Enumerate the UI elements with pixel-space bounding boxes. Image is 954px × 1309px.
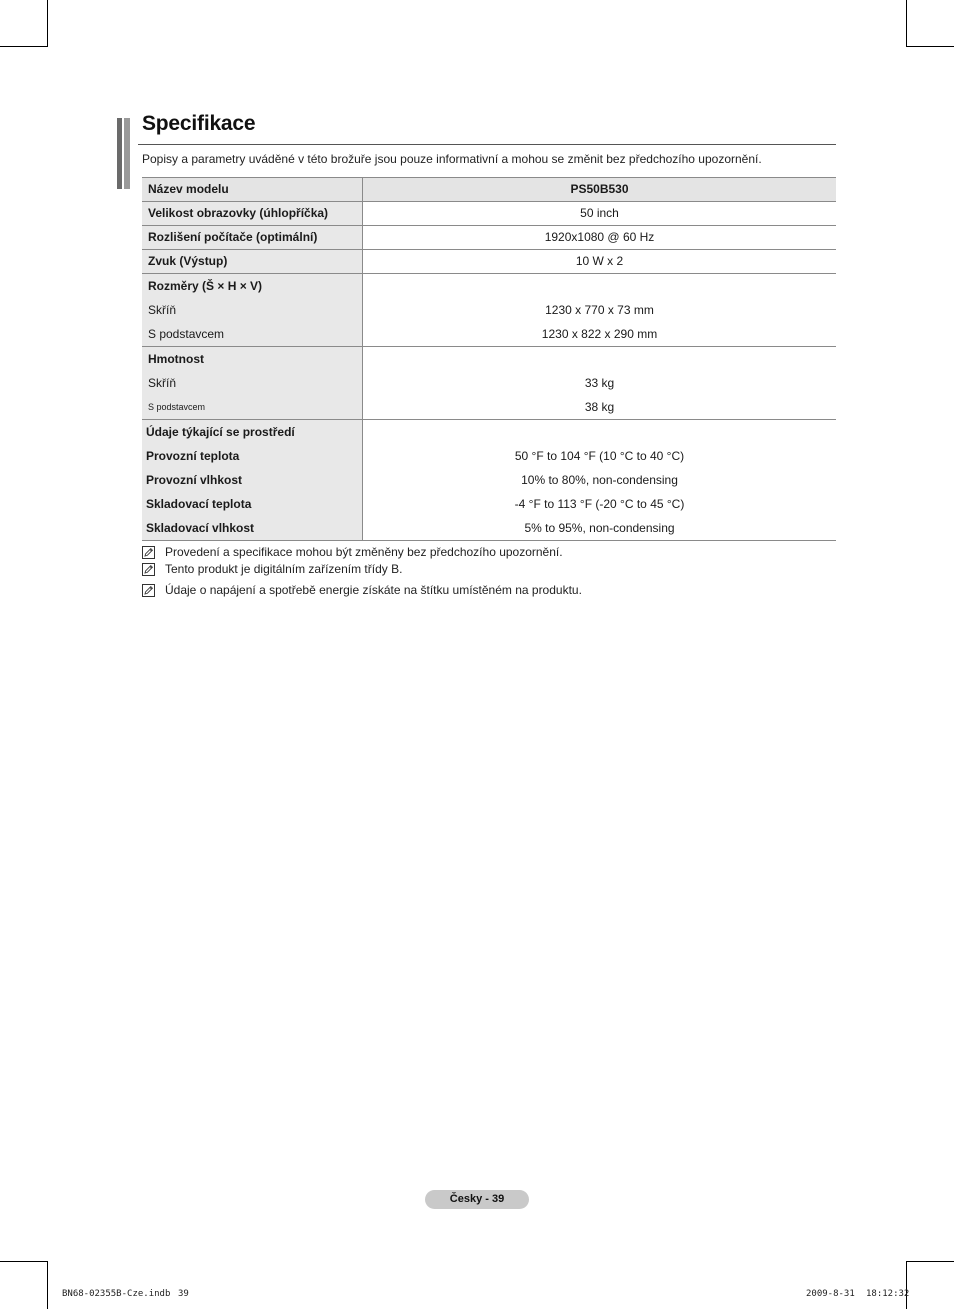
sub-label: Provozní vlhkost: [146, 473, 243, 487]
row-value: 50 inch: [580, 206, 619, 220]
sub-label: Skříň: [148, 376, 177, 390]
note-pencil-icon: [142, 563, 155, 576]
row-value: 10 W x 2: [575, 254, 624, 268]
print-date: 2009-8-31: [806, 1289, 855, 1299]
model-number: PS50B530: [570, 182, 629, 196]
note-text: Tento produkt je digitálním zařízením třídy B.: [165, 562, 403, 576]
crop-mark: [0, 1261, 48, 1262]
row-label: Rozlišení počítače (optimální): [148, 230, 318, 244]
row-label: Název modelu: [148, 182, 229, 196]
page-title: Specifikace: [142, 112, 256, 135]
intro-text: Popisy a parametry uváděné v této brožuře jsou pouze informativní a mohou se změnit bez předchozího upozornění.: [142, 152, 762, 166]
row-value: 50 °F to 104 °F (10 °C to 40 °C): [514, 449, 685, 463]
sub-label: Skladovací teplota: [146, 497, 252, 511]
sub-label: Skříň: [148, 303, 177, 317]
note-text: Údaje o napájení a spotřebě energie získáte na štítku umístěném na produktu.: [165, 583, 582, 597]
table-row-environment: [142, 420, 836, 541]
table-row-header: [142, 178, 836, 202]
crop-mark: [47, 0, 48, 47]
sub-label: Provozní teplota: [146, 449, 240, 463]
row-value: 1920x1080 @ 60 Hz: [544, 230, 655, 244]
print-time: 18:12:32: [866, 1289, 910, 1299]
table-row-dimensions: [142, 274, 836, 347]
crop-mark: [906, 46, 954, 47]
row-value: 5% to 95%, non-condensing: [524, 521, 675, 535]
page-number-badge: Česky - 39: [425, 1190, 529, 1209]
note-text: Provedení a specifikace mohou být změněny bez předchozího upozornění.: [165, 545, 563, 559]
crop-mark: [47, 1261, 48, 1309]
print-page-number: 39: [178, 1289, 189, 1299]
title-divider: [138, 144, 836, 145]
note-pencil-icon: [142, 584, 155, 597]
crop-mark: [906, 1261, 907, 1309]
spec-table: [142, 177, 836, 541]
row-value: 1230 x 770 x 73 mm: [545, 303, 654, 317]
row-value: -4 °F to 113 °F (-20 °C to 45 °C): [514, 497, 685, 511]
row-value: 38 kg: [584, 400, 615, 414]
row-value: 10% to 80%, non-condensing: [521, 473, 678, 487]
row-label: Rozměry (Š × H × V): [148, 279, 263, 293]
table-row: [142, 226, 836, 250]
crop-mark: [906, 0, 907, 47]
row-label: Hmotnost: [148, 352, 204, 366]
table-row-weight: [142, 347, 836, 420]
print-file-name: BN68-02355B-Cze.indb: [62, 1289, 171, 1299]
row-value: 33 kg: [584, 376, 615, 390]
crop-mark: [0, 46, 48, 47]
table-row: [142, 250, 836, 274]
heading-accent-bar: [117, 118, 130, 189]
sub-label: Skladovací vlhkost: [146, 521, 255, 535]
row-value: 1230 x 822 x 290 mm: [541, 327, 658, 341]
table-row: [142, 202, 836, 226]
sub-label: S podstavcem: [148, 402, 206, 412]
row-label: Zvuk (Výstup): [148, 254, 228, 268]
row-label: Velikost obrazovky (úhlopříčka): [148, 206, 329, 220]
row-label: Údaje týkající se prostředí: [146, 425, 295, 439]
note-pencil-icon: [142, 546, 155, 559]
sub-label: S podstavcem: [148, 327, 225, 341]
crop-mark: [906, 1261, 954, 1262]
